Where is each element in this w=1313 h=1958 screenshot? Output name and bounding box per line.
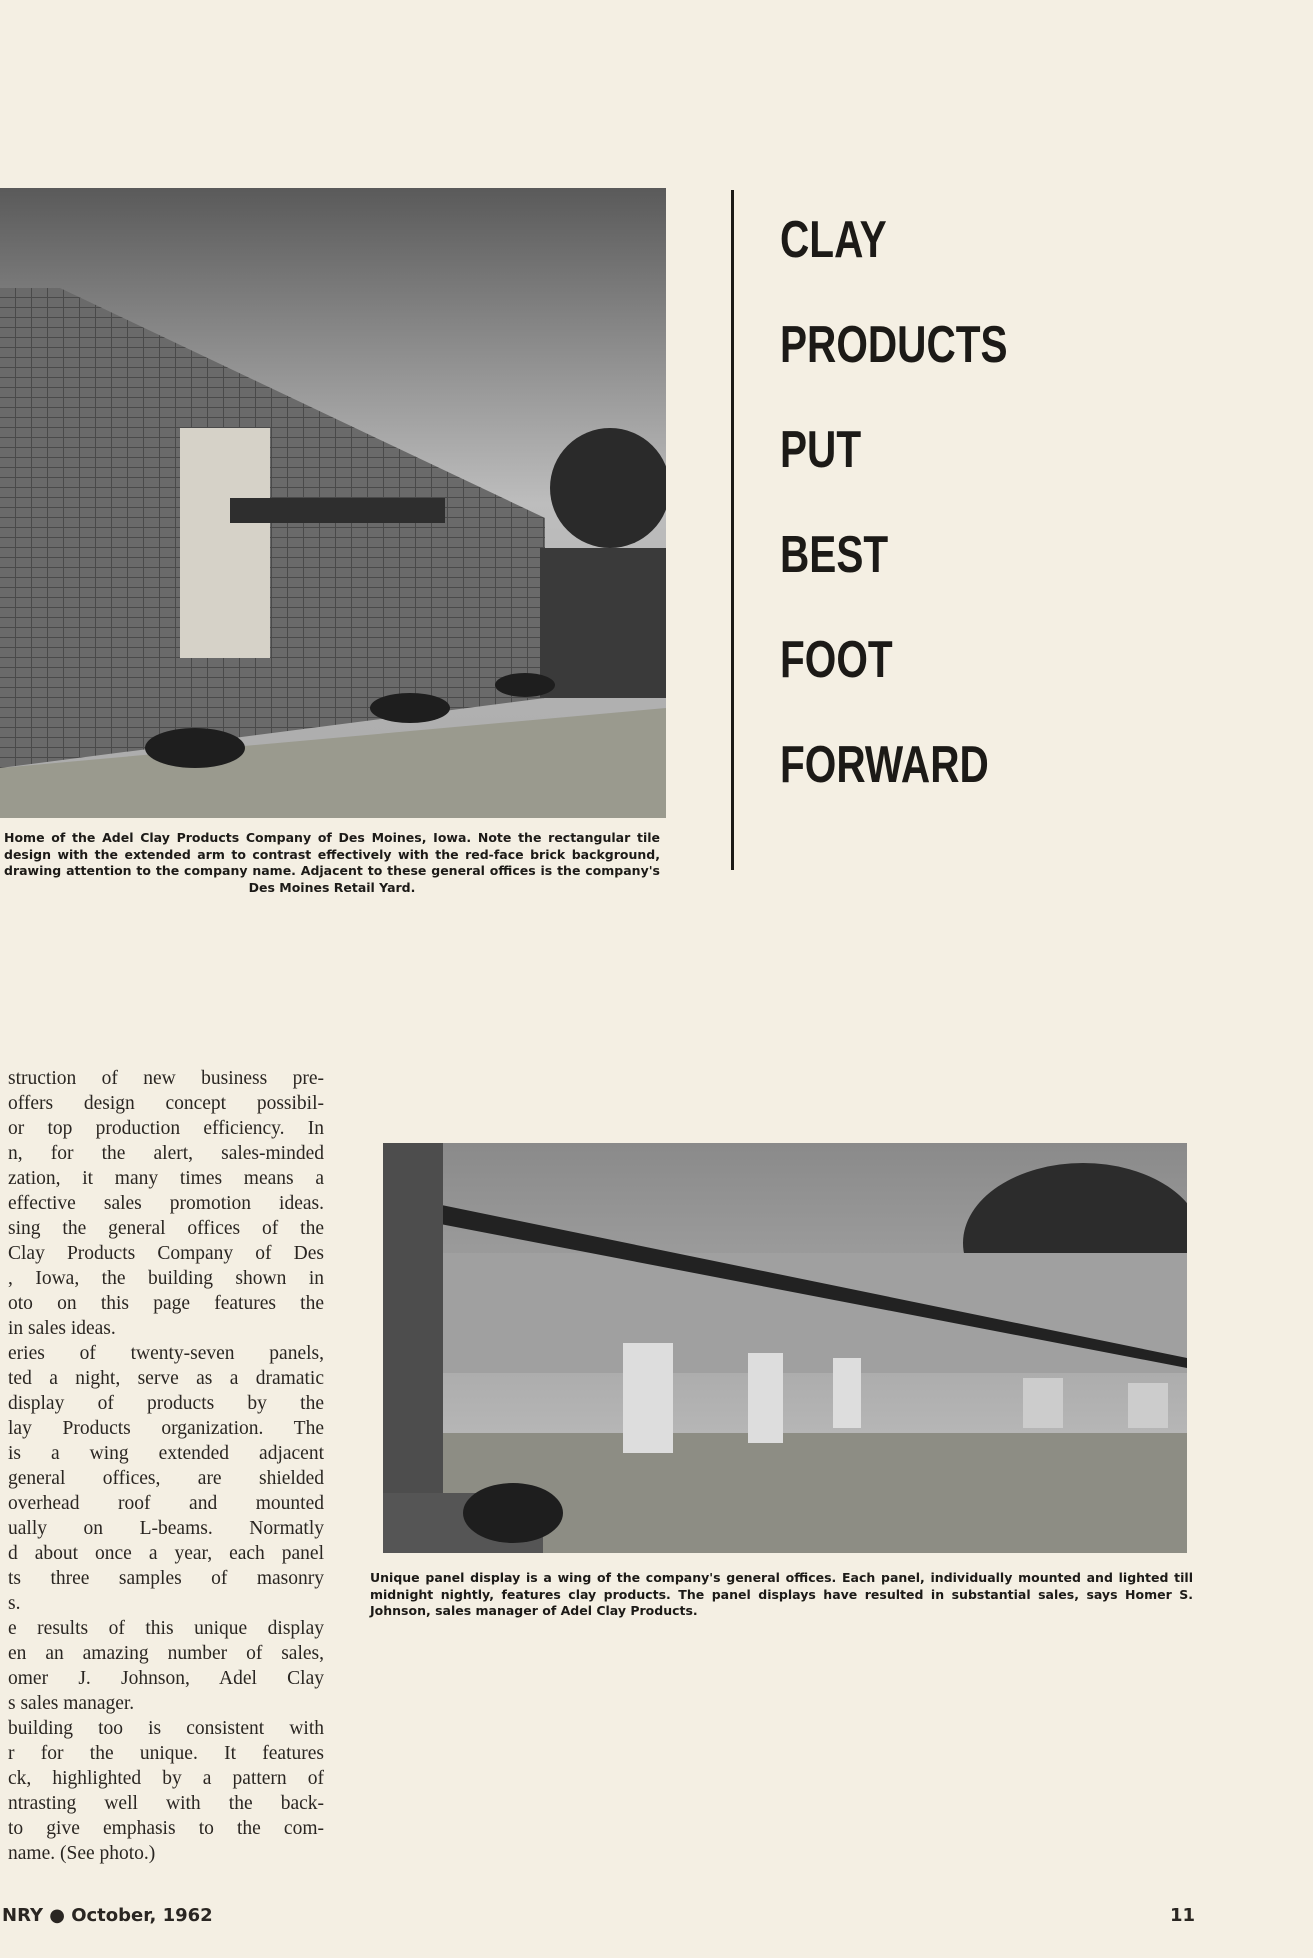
photo1-caption: Home of the Adel Clay Products Company of Des Moines, Iowa. Note the rectangular tile design with the extended arm to contrast effectively with the red-face brick background, drawing attention to the company name. Adjacent to these general offices is the company's Des Moines Retail Yard. bbox=[4, 830, 660, 895]
body-line: ts three samples of masonry bbox=[8, 1568, 324, 1589]
title-line: FOOT bbox=[780, 631, 893, 689]
body-line: to give emphasis to the com- bbox=[8, 1818, 324, 1839]
article-title bbox=[780, 188, 1008, 818]
body-line: s sales manager. bbox=[8, 1693, 135, 1714]
title-line: FORWARD bbox=[780, 736, 989, 794]
body-line: ually on L-beams. Normatly bbox=[8, 1518, 324, 1539]
body-line: is a wing extended adjacent bbox=[8, 1443, 324, 1464]
body-line: overhead roof and mounted bbox=[8, 1493, 324, 1514]
body-line: display of products by the bbox=[8, 1393, 324, 1414]
body-line: n, for the alert, sales-minded bbox=[8, 1143, 324, 1164]
body-line: building too is consistent with bbox=[8, 1718, 324, 1739]
vertical-divider bbox=[731, 190, 734, 870]
body-line: ck, highlighted by a pattern of bbox=[8, 1768, 324, 1789]
body-line: eries of twenty-seven panels, bbox=[8, 1343, 324, 1364]
body-line: ntrasting well with the back- bbox=[8, 1793, 324, 1814]
body-line: ted a night, serve as a dramatic bbox=[8, 1368, 324, 1389]
body-line: omer J. Johnson, Adel Clay bbox=[8, 1668, 324, 1689]
body-line: en an amazing number of sales, bbox=[8, 1643, 324, 1664]
body-line: name. (See photo.) bbox=[8, 1843, 156, 1864]
body-line: in sales ideas. bbox=[8, 1318, 116, 1339]
body-line: sing the general offices of the bbox=[8, 1218, 324, 1239]
body-line: oto on this page features the bbox=[8, 1293, 324, 1314]
footer-issue-date: NRY ● October, 1962 bbox=[2, 1905, 213, 1926]
body-line: zation, it many times means a bbox=[8, 1168, 324, 1189]
body-line: offers design concept possibil- bbox=[8, 1093, 324, 1114]
title-line: PUT bbox=[780, 421, 862, 479]
article-body bbox=[8, 1066, 324, 1866]
body-line: lay Products organization. The bbox=[8, 1418, 324, 1439]
body-line: general offices, are shielded bbox=[8, 1468, 324, 1489]
panel-display-photo bbox=[383, 1143, 1187, 1553]
page-number: 11 bbox=[1170, 1905, 1196, 1926]
body-line: d about once a year, each panel bbox=[8, 1543, 324, 1564]
body-line: struction of new business pre- bbox=[8, 1068, 324, 1089]
title-line: CLAY bbox=[780, 211, 887, 269]
title-line: BEST bbox=[780, 526, 889, 584]
building-photo bbox=[0, 188, 666, 818]
body-line: r for the unique. It features bbox=[8, 1743, 324, 1764]
body-line: e results of this unique display bbox=[8, 1618, 324, 1639]
body-line: or top production efficiency. In bbox=[8, 1118, 324, 1139]
body-line: effective sales promotion ideas. bbox=[8, 1193, 324, 1214]
body-line: , Iowa, the building shown in bbox=[8, 1268, 324, 1289]
body-line: Clay Products Company of Des bbox=[8, 1243, 324, 1264]
title-line: PRODUCTS bbox=[780, 316, 1008, 374]
body-line: s. bbox=[8, 1593, 21, 1614]
photo2-caption: Unique panel display is a wing of the company's general offices. Each panel, individually mounted and lighted till midnight nightly, features clay products. The panel displays have resulted in substantial sales, says Homer S. Johnson, sales manager of Adel Clay Products. bbox=[370, 1570, 1193, 1618]
